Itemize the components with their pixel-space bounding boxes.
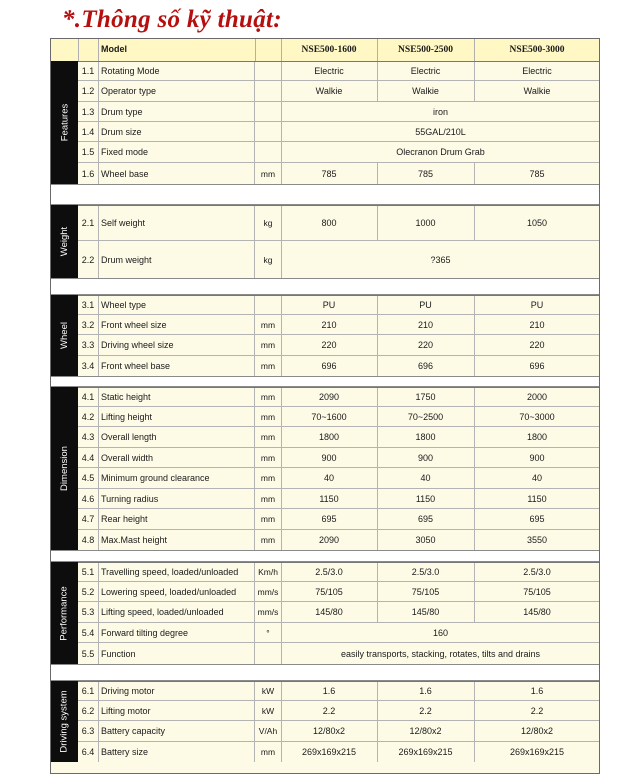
row-value-model-2: 2.2 (377, 701, 475, 720)
row-number: 6.3 (78, 721, 99, 741)
table-row (78, 356, 599, 376)
row-unit (255, 122, 282, 141)
row-unit: mm (255, 489, 282, 508)
row-unit (255, 62, 282, 80)
row-number: 4.2 (78, 407, 99, 426)
row-value-model-1: 800 (281, 206, 378, 240)
table-row (78, 407, 599, 427)
table-row (78, 582, 599, 602)
row-item: Function (98, 643, 255, 664)
row-value-model-1: Walkie (281, 81, 378, 101)
row-value-model-1: 12/80x2 (281, 721, 378, 741)
row-number: 4.6 (78, 489, 99, 508)
row-value-model-1: 2.5/3.0 (281, 563, 378, 581)
section-wheel (51, 295, 599, 376)
row-value-model-2: 269x169x215 (377, 742, 475, 762)
row-value-model-3: 1050 (526, 218, 548, 228)
row-value-model-3: 3550 (526, 535, 548, 545)
section-separator (51, 550, 599, 562)
row-item: Battery size (98, 742, 255, 762)
row-value-model-3: 210 (529, 319, 545, 330)
row-item: Self weight (98, 206, 255, 240)
section-separator (51, 184, 599, 205)
row-value-model-3: 1.6 (530, 686, 544, 696)
row-value-model-3: 70~3000 (519, 411, 555, 422)
row-item: Rear height (98, 509, 255, 529)
row-number: 4.3 (78, 427, 99, 447)
row-item: Turning radius (98, 489, 255, 508)
row-number: 5.1 (78, 563, 99, 581)
section-separator (51, 278, 599, 295)
row-value-model-2: Electric (377, 62, 475, 80)
row-value-model-2: 696 (377, 356, 475, 376)
row-number: 1.5 (78, 142, 99, 162)
row-value-model-3: 695 (529, 514, 545, 524)
row-number: 1.1 (78, 62, 99, 80)
row-value-model-3: 696 (529, 361, 545, 371)
section-label-bar (51, 562, 78, 664)
row-item: Fixed mode (98, 142, 255, 162)
row-item: Minimum ground clearance (98, 468, 255, 488)
table-row (78, 602, 599, 623)
table-row (78, 530, 599, 550)
row-unit: Km/h (255, 563, 282, 581)
table-row (78, 335, 599, 356)
row-item: Overall length (98, 427, 255, 447)
table-row (78, 81, 599, 102)
row-value-model-3: 1800 (526, 432, 548, 442)
table-row (78, 295, 599, 315)
row-item: Drum weight (98, 241, 255, 278)
row-unit: mm (255, 448, 282, 467)
row-number: 1.4 (78, 122, 99, 141)
row-value-model-1: 900 (281, 448, 378, 467)
row-value-model-2: Walkie (377, 81, 475, 101)
row-value-model-1: 70~1600 (281, 407, 378, 426)
row-value-model-2: 785 (377, 163, 475, 184)
row-value-model-3: 220 (529, 340, 545, 350)
row-item: Wheel type (98, 296, 255, 314)
table-row (78, 742, 599, 762)
row-number: 3.1 (78, 296, 99, 314)
row-item: Driving motor (98, 682, 255, 700)
section-dimension (51, 387, 599, 550)
row-unit: kg (255, 241, 282, 278)
table-row (78, 468, 599, 489)
row-value-model-3: 2.5/3.0 (523, 567, 551, 577)
section-label: Weight (59, 226, 70, 257)
section-label: Performance (59, 585, 71, 641)
table-row (78, 387, 599, 407)
section-label-bar (51, 205, 78, 278)
row-value-model-3: 1150 (527, 493, 547, 504)
row-value-merged: Olecranon Drum Grab (396, 147, 485, 157)
header-model-2: NSE500-2500 (398, 45, 453, 55)
row-value-model-1: 2090 (281, 388, 378, 406)
row-item: Battery capacity (98, 721, 255, 741)
row-unit (255, 102, 282, 121)
row-number: 1.3 (78, 102, 99, 121)
row-value-model-2: 1800 (377, 427, 475, 447)
row-value-model-3: 2000 (526, 392, 548, 402)
row-value-model-2: 12/80x2 (377, 721, 475, 741)
row-value-model-1: 40 (281, 468, 378, 488)
row-value-model-1: 145/80 (281, 602, 378, 622)
row-item: Static height (98, 388, 255, 406)
row-value-model-1: Electric (281, 62, 378, 80)
row-value-model-2: 70~2500 (377, 407, 475, 426)
row-value-model-3: Walkie (523, 86, 551, 96)
section-label-bar (51, 295, 78, 376)
row-value-model-1: 1800 (281, 427, 378, 447)
row-value-model-1: 695 (281, 509, 378, 529)
row-unit: mm (255, 388, 282, 406)
table-row (78, 721, 599, 742)
row-value-model-3: 785 (529, 168, 545, 179)
row-number: 2.1 (78, 206, 99, 240)
row-item: Overall width (98, 448, 255, 467)
row-value-model-2: 75/105 (377, 582, 475, 601)
row-number: 1.6 (78, 163, 99, 184)
row-unit: mm (255, 315, 282, 334)
row-unit (255, 81, 282, 101)
row-value-model-1: 75/105 (281, 582, 378, 601)
table-row (78, 163, 599, 184)
row-value-model-2: 695 (377, 509, 475, 529)
table-row (78, 142, 599, 163)
row-number: 5.2 (78, 582, 99, 601)
row-value-merged: ?365 (430, 254, 451, 265)
row-number: 4.8 (78, 530, 99, 550)
table-row (78, 643, 599, 664)
row-unit: mm (255, 468, 282, 488)
page-title: *.Thông số kỹ thuật: (62, 6, 282, 33)
header-model-label: Model (101, 44, 127, 54)
row-value-model-2: 3050 (377, 530, 475, 550)
row-number: 3.4 (78, 356, 99, 376)
table-row (78, 122, 599, 142)
row-unit: mm (255, 407, 282, 426)
row-value-model-3: 75/105 (523, 586, 551, 597)
row-value-model-2: 900 (377, 448, 475, 467)
row-value-merged: 160 (432, 627, 449, 638)
row-value-model-3: 2.2 (530, 705, 544, 716)
row-number: 6.1 (78, 682, 99, 700)
section-driving-system (51, 681, 599, 762)
section-features (51, 61, 599, 184)
row-item: Travelling speed, loaded/unloaded (98, 563, 255, 581)
row-value-model-2: 40 (377, 468, 475, 488)
row-item: Drum size (98, 122, 255, 141)
row-value-model-1: 696 (281, 356, 378, 376)
table-row (78, 315, 599, 335)
table-row (78, 61, 599, 81)
row-number: 2.2 (78, 241, 99, 278)
table-row (78, 701, 599, 721)
row-item: Wheel base (98, 163, 255, 184)
row-value-model-2: 145/80 (377, 602, 475, 622)
row-number: 6.4 (78, 742, 99, 762)
section-label-bar (51, 681, 78, 762)
row-value-merged: easily transports, stacking, rotates, tilts and drains (340, 648, 541, 659)
section-label: Dimension (59, 446, 71, 491)
row-value-model-3: 900 (529, 452, 545, 463)
table-row (78, 241, 599, 278)
row-item: Lifting speed, loaded/unloaded (98, 602, 255, 622)
table-row (78, 489, 599, 509)
section-weight (51, 205, 599, 278)
table-row (78, 205, 599, 241)
row-value-model-1: 220 (281, 335, 378, 355)
row-number: 4.7 (78, 509, 99, 529)
row-value-model-3: 40 (531, 473, 542, 483)
row-value-model-1: 1.6 (281, 682, 378, 700)
row-number: 5.4 (78, 623, 99, 642)
section-label: Wheel (59, 322, 70, 349)
row-unit: mm (255, 427, 282, 447)
row-number: 6.2 (78, 701, 99, 720)
section-performance (51, 562, 599, 664)
row-number: 3.3 (78, 335, 99, 355)
row-unit: mm (255, 509, 282, 529)
row-unit: kg (255, 206, 282, 240)
row-value-model-1: 2.2 (281, 701, 378, 720)
row-item: Rotating Mode (98, 62, 255, 80)
table-row (78, 448, 599, 468)
table-row (78, 102, 599, 122)
section-separator (51, 376, 599, 387)
table-row (78, 681, 599, 701)
row-value-model-2: 1750 (377, 388, 475, 406)
row-value-model-3: 269x169x215 (509, 747, 565, 757)
row-item: Lifting motor (98, 701, 255, 720)
section-label-bar (51, 61, 78, 184)
row-item: Lowering speed, loaded/unloaded (98, 582, 255, 601)
row-value-model-2: 210 (377, 315, 475, 334)
row-unit: mm (255, 335, 282, 355)
section-label: Driving system (59, 690, 71, 753)
row-value-model-2: PU (377, 296, 475, 314)
row-unit: mm (255, 356, 282, 376)
row-item: Operator type (98, 81, 255, 101)
row-item: Front wheel base (98, 356, 255, 376)
row-number: 3.2 (78, 315, 99, 334)
row-value-model-3: 145/80 (523, 607, 551, 617)
row-value-model-2: 2.5/3.0 (377, 563, 475, 581)
row-item: Front wheel size (98, 315, 255, 334)
section-separator (51, 664, 599, 681)
row-value-model-1: 2090 (281, 530, 378, 550)
row-unit: mm (255, 742, 282, 762)
row-number: 1.2 (78, 81, 99, 101)
table-row (78, 509, 599, 530)
row-value-model-1: 210 (281, 315, 378, 334)
row-value-model-3: PU (530, 300, 544, 310)
table-row (78, 562, 599, 582)
row-value-model-1: 1150 (281, 489, 378, 508)
row-unit: V/Ah (255, 721, 282, 741)
row-unit (255, 643, 282, 664)
row-unit: mm/s (255, 582, 282, 601)
row-unit: kW (255, 701, 282, 720)
row-value-model-1: PU (281, 296, 378, 314)
row-value-model-1: 269x169x215 (281, 742, 378, 762)
table-header (51, 39, 599, 62)
section-label: Features (59, 103, 70, 142)
row-value-model-2: 220 (377, 335, 475, 355)
row-item: Forward tilting degree (98, 623, 255, 642)
header-model-1: NSE500-1600 (301, 45, 357, 55)
table-row (78, 623, 599, 643)
row-value-model-2: 1.6 (377, 682, 475, 700)
row-item: Driving wheel size (98, 335, 255, 355)
row-number: 5.5 (78, 643, 99, 664)
row-number: 4.4 (78, 448, 99, 467)
row-value-model-1: 785 (281, 163, 378, 184)
row-value-model-3: 12/80x2 (520, 726, 554, 736)
spec-table (50, 38, 600, 774)
row-value-model-2: 1150 (377, 489, 475, 508)
row-value-merged: 55GAL/210L (415, 126, 466, 137)
row-unit: kW (255, 682, 282, 700)
row-item: Max.Mast height (98, 530, 255, 550)
row-unit: mm/s (255, 602, 282, 622)
header-model-3: NSE500-3000 (509, 45, 565, 55)
row-unit: ° (255, 623, 282, 642)
row-number: 5.3 (78, 602, 99, 622)
row-number: 4.5 (78, 468, 99, 488)
row-value-model-3: Electric (522, 66, 552, 76)
row-unit (255, 296, 282, 314)
row-number: 4.1 (78, 388, 99, 406)
row-unit (255, 142, 282, 162)
table-row (78, 427, 599, 448)
row-unit: mm (255, 530, 282, 550)
section-label-bar (51, 387, 78, 550)
row-value-merged: iron (432, 106, 448, 117)
row-value-model-2: 1000 (377, 206, 475, 240)
row-item: Lifting height (98, 407, 255, 426)
row-unit: mm (255, 163, 282, 184)
row-item: Drum type (98, 102, 255, 121)
